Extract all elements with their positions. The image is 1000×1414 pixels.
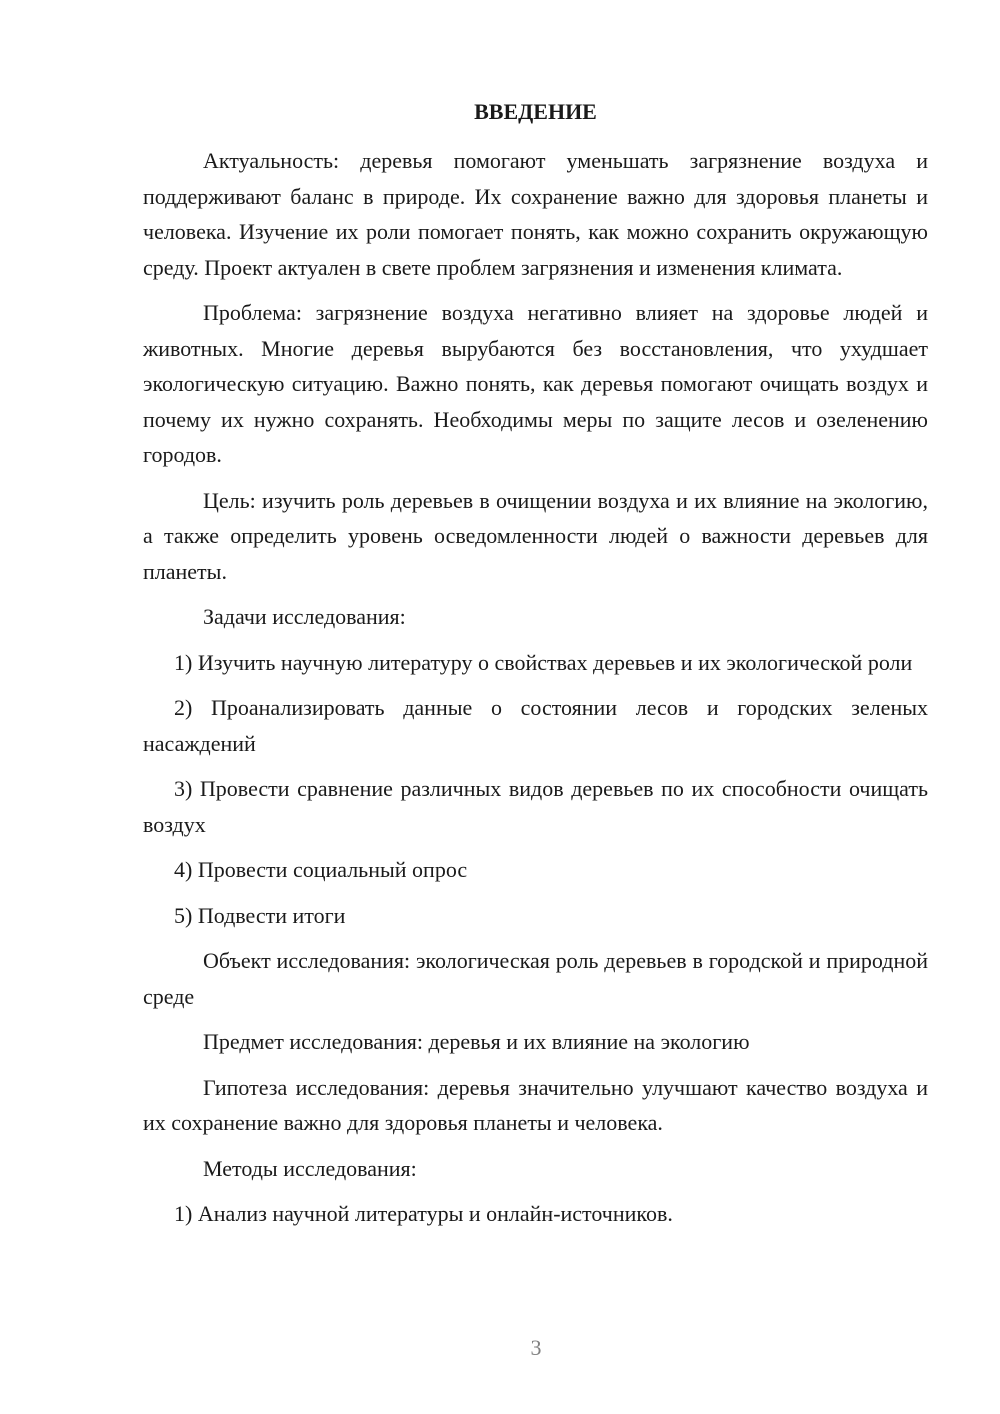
page-title: ВВЕДЕНИЕ (474, 99, 597, 124)
page-number: 3 (530, 1335, 542, 1360)
task-item-2: 2) Проанализировать данные о состоянии лесов и городских зеленых насаждений (143, 695, 928, 756)
object-paragraph: Объект исследования: экологическая роль деревьев в городской и природной среде (143, 948, 928, 1009)
relevance-paragraph: Актуальность: деревья помогают уменьшать загрязнение воздуха и поддерживают баланс в природе. Их сохранение важно для здоровья планеты и человека. Изучение их роли помогает понять, как можно сохранить окружающую среду. Проект актуален в свете проблем загрязнения и изменения климата. (143, 148, 928, 280)
task-item-1: 1) Изучить научную литературу о свойствах деревьев и их экологической роли (174, 649, 913, 675)
goal-paragraph: Цель: изучить роль деревьев в очищении воздуха и их влияние на экологию, а также определить уровень осведомленности людей о важности деревьев для планеты. (143, 487, 928, 584)
task-item-3: 3) Провести сравнение различных видов деревьев по их способности очищать воздух (143, 776, 928, 837)
hypothesis-paragraph: Гипотеза исследования: деревья значительно улучшают качество воздуха и их сохранение важно для здоровья планеты и человека. (143, 1074, 928, 1135)
methods-heading: Методы исследования: (203, 1155, 417, 1181)
tasks-heading: Задачи исследования: (203, 604, 406, 629)
method-item-1: 1) Анализ научной литературы и онлайн-источников. (174, 1201, 673, 1226)
task-item-4: 4) Провести социальный опрос (174, 857, 468, 882)
document-body (143, 143, 928, 1242)
task-item-5: 5) Подвести итоги (174, 902, 346, 928)
subject-paragraph: Предмет исследования: деревья и их влияние на экологию (203, 1029, 750, 1054)
problem-paragraph: Проблема: загрязнение воздуха негативно влияет на здоровье людей и животных. Многие деревья вырубаются без восстановления, что ухудшает экологическую ситуацию. Важно понять, как деревья помогают очищать воздух и почему их нужно сохранять. Необходимы меры по защите лесов и озеленению городов. (143, 300, 928, 467)
